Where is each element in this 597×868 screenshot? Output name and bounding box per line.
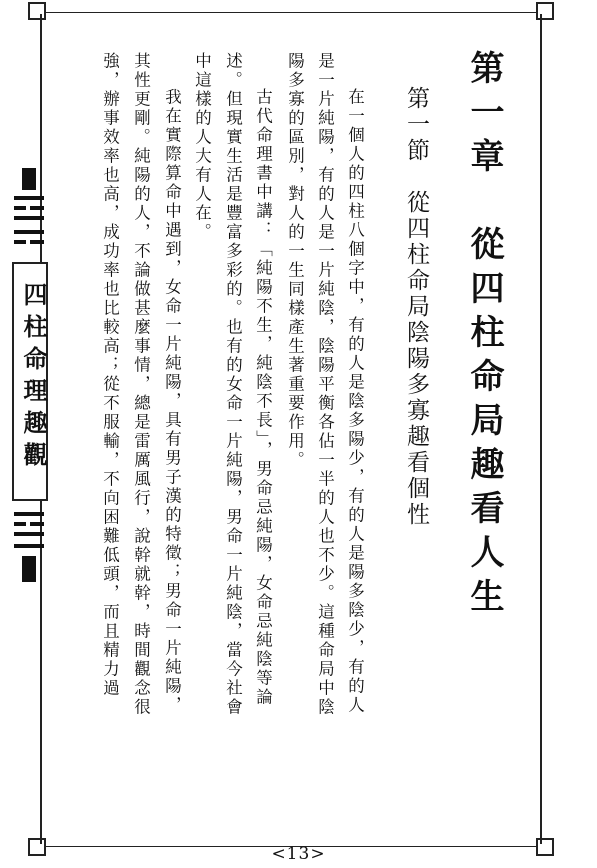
side-ornament-bottom-bar-2a bbox=[14, 522, 26, 526]
section-title: 第一節 從四柱命局陰陽多寡趣看個性 bbox=[403, 86, 429, 528]
frame-right-border bbox=[540, 14, 542, 844]
side-ornament-top-bar-2a bbox=[14, 206, 26, 210]
frame-corner-top-right bbox=[536, 2, 554, 20]
side-ornament-top-bar-4 bbox=[14, 230, 44, 234]
side-ornament-bottom-bar-4 bbox=[14, 544, 44, 548]
side-tab-label: 四柱命理趣觀 bbox=[19, 282, 48, 474]
text-column-2: 是一片純陽，有的人是一片純陰，陰陽平衡各佔一半的人也不少。這種命局中陰 bbox=[315, 52, 335, 717]
text-column-5: 述。但現實生活是豐富多彩的。也有的女命一片純陽，男命一片純陰，當今社會 bbox=[223, 52, 243, 717]
side-ornament-top-bar-5b bbox=[30, 240, 44, 244]
side-ornament-bottom-bar-3 bbox=[14, 532, 44, 536]
frame-corner-top-left bbox=[28, 2, 46, 20]
side-ornament-top-block bbox=[22, 168, 36, 190]
side-ornament-bottom-block bbox=[22, 556, 36, 582]
side-ornament-top-bar-1 bbox=[14, 196, 44, 200]
side-tab bbox=[12, 262, 48, 501]
side-ornament-bottom-bar-2b bbox=[30, 522, 44, 526]
text-column-3: 陽多寡的區別，對人的一生同樣產生著重要作用。 bbox=[285, 52, 305, 470]
text-column-4: 古代命理書中講：「純陽不生，純陰不長」，男命忌純陽，女命忌純陰等論 bbox=[253, 88, 273, 707]
side-ornament-top-bar-2b bbox=[30, 206, 44, 210]
page-number: <13> bbox=[271, 844, 326, 864]
chapter-title: 第一章 從四柱命局趣看人生 bbox=[464, 50, 504, 622]
side-ornament-top-bar-5a bbox=[14, 240, 26, 244]
text-column-1: 在一個人的四柱八個字中，有的人是陰多陽少，有的人是陽多陰少，有的人 bbox=[345, 88, 365, 715]
side-ornament-top-bar-3 bbox=[14, 216, 44, 220]
text-column-9: 強，辦事效率也高，成功率也比較高；從不服輸，不向困難低頭，而且精力過 bbox=[100, 52, 120, 698]
text-column-6: 中這樣的人大有人在。 bbox=[192, 52, 212, 242]
text-column-8: 其性更剛。純陽的人，不論做甚麼事情，總是雷厲風行，說幹就幹，時間觀念很 bbox=[131, 52, 151, 717]
text-column-7: 我在實際算命中遇到，女命一片純陽，具有男子漢的特徵；男命一片純陽， bbox=[162, 88, 182, 715]
side-ornament-bottom-bar-1 bbox=[14, 512, 44, 516]
frame-top-border bbox=[44, 12, 538, 13]
